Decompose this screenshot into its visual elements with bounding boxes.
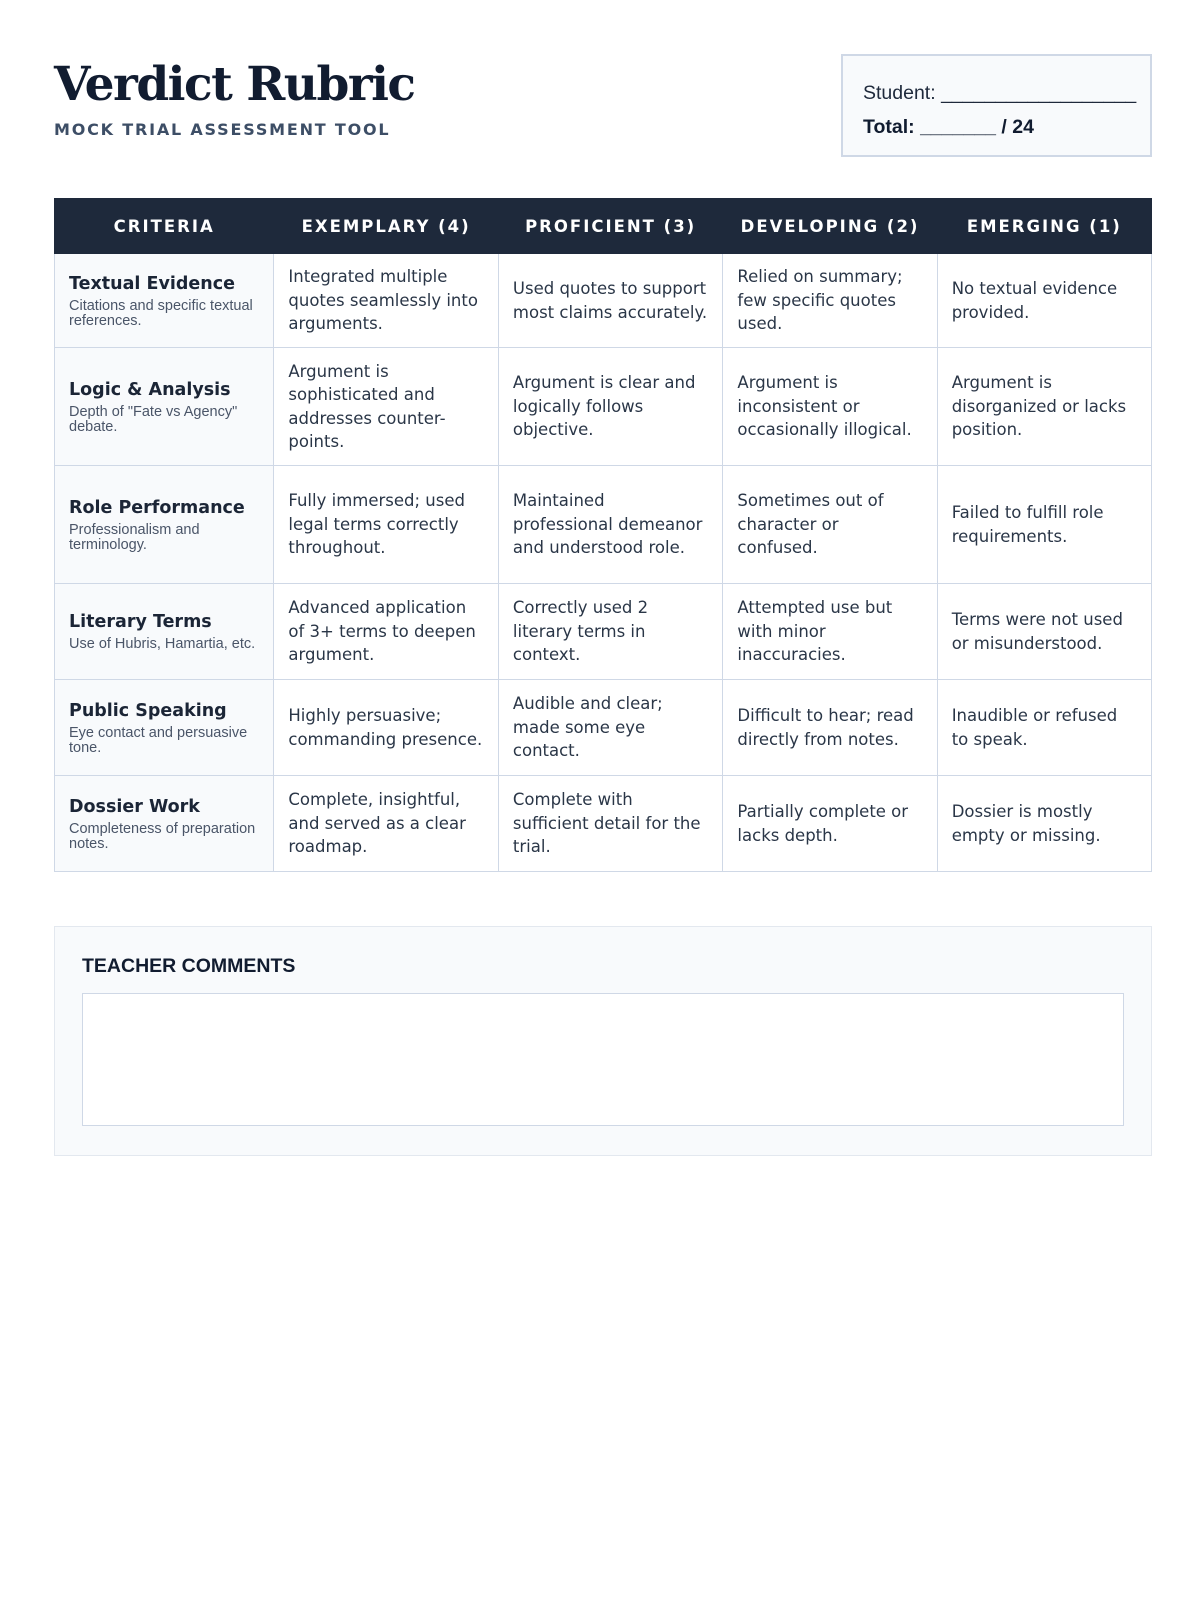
score-cell-developing[interactable]: Sometimes out of character or confused. [723,466,937,584]
criteria-title: Literary Terms [69,612,212,633]
criteria-cell [55,584,274,680]
page-subtitle: MOCK TRIAL ASSESSMENT TOOL [54,120,391,139]
score-cell-developing[interactable]: Argument is inconsistent or occasionally illogical. [723,348,937,466]
score-cell-proficient[interactable]: Argument is clear and logically follows objective. [498,348,723,466]
teacher-comments-field[interactable] [82,993,1124,1126]
criteria-cell [55,254,274,348]
score-cell-developing[interactable]: Relied on summary; few specific quotes used. [723,254,937,348]
table-row [55,680,1152,776]
score-cell-emerging[interactable]: No textual evidence provided. [937,254,1151,348]
score-cell-exemplary[interactable]: Argument is sophisticated and addresses counter-points. [274,348,499,466]
score-cell-emerging[interactable]: Inaudible or refused to speak. [937,680,1151,776]
score-cell-emerging[interactable]: Dossier is mostly empty or missing. [937,776,1151,872]
criteria-cell [55,466,274,584]
column-header-developing: DEVELOPING (2) [723,199,937,254]
column-header-emerging: EMERGING (1) [937,199,1151,254]
criteria-description: Eye contact and persuasive tone. [69,724,248,756]
student-label: Student: [863,82,936,104]
rubric-header-row [55,199,1152,254]
criteria-description: Citations and specific textual references. [69,297,253,329]
total-label: Total: [863,116,915,138]
criteria-cell [55,348,274,466]
student-line [863,76,1137,110]
criteria-description: Depth of "Fate vs Agency" debate. [69,403,238,435]
score-cell-exemplary[interactable]: Highly persuasive; commanding presence. [274,680,499,776]
page-header [54,52,1152,162]
total-max: / 24 [1001,116,1034,138]
total-score-blank[interactable]: _______ [920,116,996,138]
total-line [863,110,1130,144]
score-cell-exemplary[interactable]: Fully immersed; used legal terms correctly throughout. [274,466,499,584]
score-cell-developing[interactable]: Partially complete or lacks depth. [723,776,937,872]
table-row [55,348,1152,466]
criteria-cell [55,776,274,872]
criteria-description: Completeness of preparation notes. [69,820,256,852]
score-cell-developing[interactable]: Attempted use but with minor inaccuracies. [723,584,937,680]
criteria-title: Textual Evidence [69,273,235,294]
score-cell-emerging[interactable]: Failed to fulfill role requirements. [937,466,1151,584]
criteria-cell [55,680,274,776]
table-row [55,254,1152,348]
score-cell-exemplary[interactable]: Advanced application of 3+ terms to deepen argument. [274,584,499,680]
table-row [55,776,1152,872]
score-cell-emerging[interactable]: Terms were not used or misunderstood. [937,584,1151,680]
criteria-title: Public Speaking [69,700,227,721]
column-header-exemplary: EXEMPLARY (4) [274,199,499,254]
criteria-title: Logic & Analysis [69,379,231,400]
column-header-criteria: CRITERIA [55,199,274,254]
student-name-blank[interactable]: __________________ [941,82,1137,104]
criteria-title: Dossier Work [69,796,200,817]
criteria-description: Use of Hubris, Hamartia, etc. [69,636,256,653]
score-cell-proficient[interactable]: Maintained professional demeanor and understood role. [498,466,723,584]
score-cell-proficient[interactable]: Used quotes to support most claims accurately. [498,254,723,348]
score-cell-proficient[interactable]: Correctly used 2 literary terms in context. [498,584,723,680]
table-row [55,466,1152,584]
table-row [55,584,1152,680]
rubric-table [54,198,1152,872]
page-title: Verdict Rubric [54,57,415,112]
score-cell-exemplary[interactable]: Complete, insightful, and served as a clear roadmap. [274,776,499,872]
score-cell-exemplary[interactable]: Integrated multiple quotes seamlessly into arguments. [274,254,499,348]
score-cell-developing[interactable]: Difficult to hear; read directly from notes. [723,680,937,776]
teacher-comments-section [54,926,1152,1156]
score-cell-proficient[interactable]: Audible and clear; made some eye contact. [498,680,723,776]
score-cell-proficient[interactable]: Complete with sufficient detail for the trial. [498,776,723,872]
criteria-description: Professionalism and terminology. [69,521,200,553]
criteria-title: Role Performance [69,497,245,518]
column-header-proficient: PROFICIENT (3) [498,199,723,254]
teacher-comments-title: TEACHER COMMENTS [82,955,296,977]
score-cell-emerging[interactable]: Argument is disorganized or lacks position. [937,348,1151,466]
student-info-box [841,54,1152,157]
